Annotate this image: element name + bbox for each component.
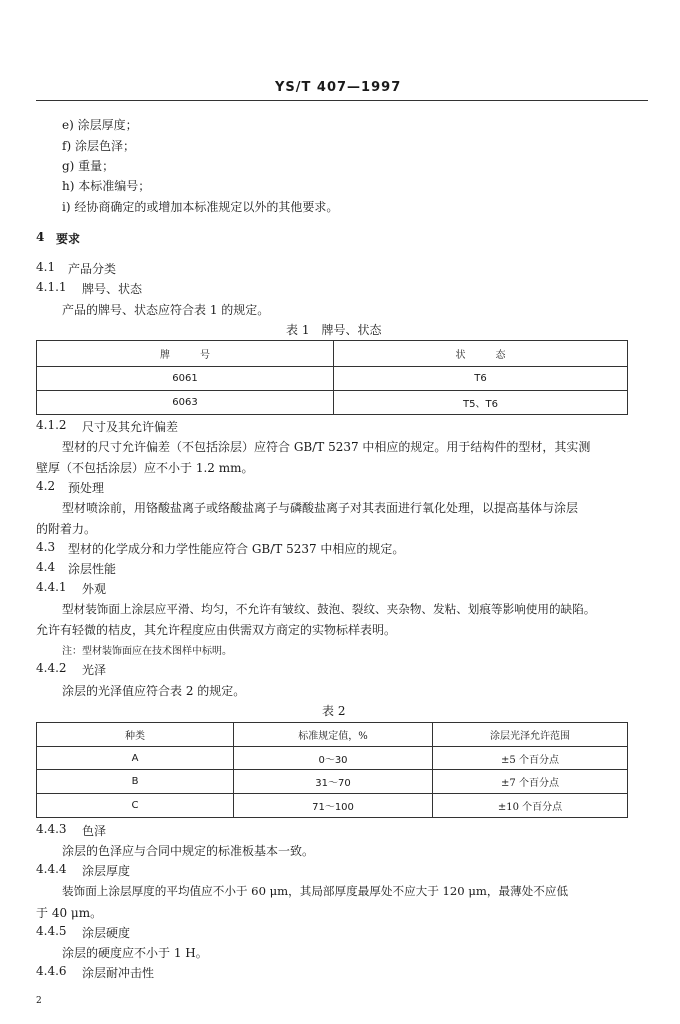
paragraph: 装饰面上涂层厚度的平均值应不小于 60 μm，其局部厚度最厚处不应大于 120 μm，最薄处不应低 <box>62 884 569 898</box>
table-2-header-gloss-range: 涂层光泽允许范围 <box>433 723 628 747</box>
section-4-4-6-number: 4.4.6 <box>36 964 67 978</box>
list-item: h) 本标准编号； <box>62 179 151 193</box>
table-cell: B <box>37 770 234 794</box>
paragraph: 于 40 μm。 <box>36 906 103 920</box>
note: 注：型材装饰面应在技术图样中标明。 <box>62 646 232 657</box>
section-4-3-number: 4.3 <box>36 540 56 554</box>
section-4-3-title: 型材的化学成分和力学性能应符合 GB/T 5237 中相应的规定。 <box>68 542 405 556</box>
table-2-caption: 表 2 <box>322 704 346 718</box>
paragraph: 的附着力。 <box>36 522 97 536</box>
paragraph: 型材喷涂前，用铬酸盐离子或络酸盐离子与磷酸盐离子对其表面进行氧化处理，以提高基体与涂层 <box>62 501 579 515</box>
list-item: g) 重量； <box>62 159 115 173</box>
section-4-4-5-title: 涂层硬度 <box>82 926 131 940</box>
section-4-4-2-title: 光泽 <box>82 663 107 677</box>
list-item: i) 经协商确定的或增加本标准规定以外的其他要求。 <box>62 200 339 214</box>
section-4-4-3-title: 色泽 <box>82 824 107 838</box>
section-4-1-number: 4.1 <box>36 260 56 274</box>
section-4-4-4-number: 4.4.4 <box>36 862 67 876</box>
section-4-4-number: 4.4 <box>36 560 56 574</box>
paragraph: 涂层的硬度应不小于 1 H。 <box>62 946 208 960</box>
table-cell: ±10 个百分点 <box>433 794 628 818</box>
table-1 <box>36 340 628 415</box>
section-4-4-title: 涂层性能 <box>68 562 117 576</box>
header-rule <box>36 100 648 101</box>
standard-code-header: YS/T 407—1997 <box>275 80 402 95</box>
section-4-4-2-number: 4.4.2 <box>36 661 67 675</box>
section-4-1-title: 产品分类 <box>68 262 117 276</box>
section-4-4-6-title: 涂层耐冲击性 <box>82 966 155 980</box>
section-4-4-4-title: 涂层厚度 <box>82 864 131 878</box>
table-cell: 31～70 <box>234 770 433 794</box>
list-item: e) 涂层厚度； <box>62 118 138 132</box>
table-cell: 0～30 <box>234 747 433 770</box>
table-cell: ±7 个百分点 <box>433 770 628 794</box>
section-4-2-number: 4.2 <box>36 479 56 493</box>
section-4-4-1-number: 4.4.1 <box>36 580 67 594</box>
section-4-1-1-title: 牌号、状态 <box>82 282 143 296</box>
section-4-1-1-number: 4.1.1 <box>36 280 67 294</box>
section-4-4-3-number: 4.4.3 <box>36 822 67 836</box>
section-4-1-2-number: 4.1.2 <box>36 418 67 432</box>
paragraph: 产品的牌号、状态应符合表 1 的规定。 <box>62 303 270 317</box>
table-2 <box>36 722 628 818</box>
section-4-number: 4 <box>36 230 45 244</box>
paragraph: 涂层的色泽应与合同中规定的标准板基本一致。 <box>62 844 315 858</box>
section-4-4-1-title: 外观 <box>82 582 107 596</box>
table-cell: C <box>37 794 234 818</box>
section-4-title: 要求 <box>56 232 81 246</box>
section-4-4-5-number: 4.4.5 <box>36 924 67 938</box>
table-1-header-temper: 状 态 <box>334 341 628 367</box>
paragraph: 型材的尺寸允许偏差（不包括涂层）应符合 GB/T 5237 中相应的规定。用于结构件的型材，其实测 <box>62 440 591 454</box>
table-cell: ±5 个百分点 <box>433 747 628 770</box>
table-2-header-type: 种类 <box>37 723 234 747</box>
section-4-1-2-title: 尺寸及其允许偏差 <box>82 420 179 434</box>
table-cell: T6 <box>334 367 628 391</box>
section-4-2-title: 预处理 <box>68 481 105 495</box>
paragraph: 允许有轻微的桔皮，其允许程度应由供需双方商定的实物标样表明。 <box>36 623 397 637</box>
table-cell: 71～100 <box>234 794 433 818</box>
page-number: 2 <box>36 996 42 1006</box>
paragraph: 壁厚（不包括涂层）应不小于 1.2 mm。 <box>36 461 254 475</box>
table-1-header-grade: 牌 号 <box>37 341 334 367</box>
paragraph: 涂层的光泽值应符合表 2 的规定。 <box>62 684 246 698</box>
table-cell: 6063 <box>37 391 334 415</box>
table-cell: 6061 <box>37 367 334 391</box>
table-cell: A <box>37 747 234 770</box>
table-1-caption: 表 1 牌号、状态 <box>286 323 382 337</box>
table-cell: T5、T6 <box>334 391 628 415</box>
table-2-header-standard-value: 标准规定值，% <box>234 723 433 747</box>
list-item: f) 涂层色泽； <box>62 139 135 153</box>
paragraph: 型材装饰面上涂层应平滑、均匀，不允许有皱纹、鼓泡、裂纹、夹杂物、发粘、划痕等影响使用的缺陷。 <box>62 602 596 616</box>
